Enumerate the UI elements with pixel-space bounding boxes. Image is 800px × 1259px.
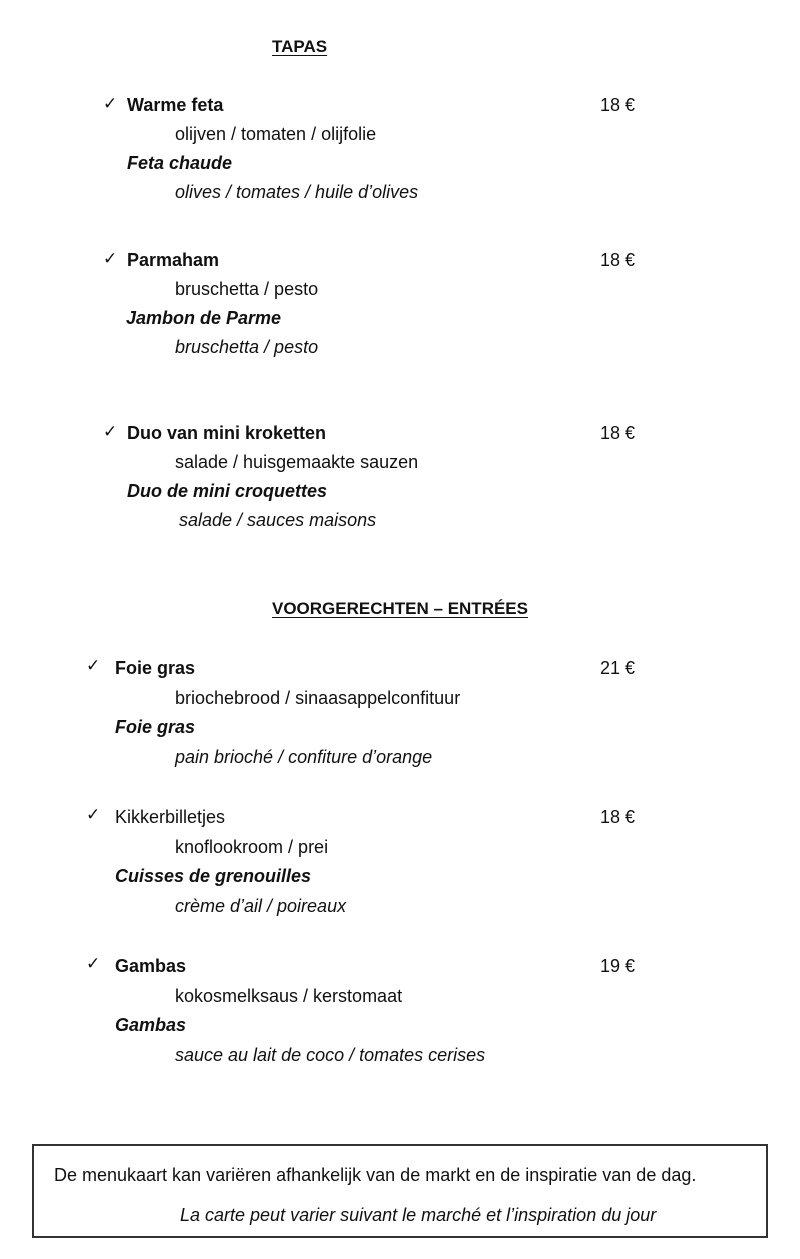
dish-price: 18 € (600, 95, 636, 115)
dish-price: 19 € (600, 956, 636, 976)
dish-description: briochebrood / sinaasappelconfituur (175, 688, 461, 708)
dish-name: Kikkerbilletjes (115, 807, 226, 827)
footer-note-fr: La carte peut varier suivant le marché et l’inspiration du jour (180, 1205, 657, 1225)
dish-name: Warme feta (127, 95, 224, 115)
dish-description-fr: bruschetta / pesto (175, 337, 319, 357)
dish-description: knoflookroom / prei (175, 837, 329, 857)
check-icon: ✓ (86, 656, 101, 675)
check-icon: ✓ (103, 249, 118, 268)
dish-description: kokosmelksaus / kerstomaat (175, 986, 403, 1006)
footer-note-nl: De menukaart kan variëren afhankelijk van de markt en de inspiratie van de dag. (54, 1165, 697, 1185)
dish-name-fr: Gambas (115, 1015, 187, 1035)
dish-name: Gambas (115, 956, 187, 976)
dish-name-fr: Foie gras (115, 717, 196, 737)
check-icon: ✓ (103, 94, 118, 113)
dish-name: Foie gras (115, 658, 196, 678)
dish-price: 18 € (600, 807, 636, 827)
dish-description-fr: pain brioché / confiture d’orange (175, 747, 433, 767)
dish-name-fr: Feta chaude (127, 153, 233, 173)
check-icon: ✓ (86, 805, 101, 824)
dish-price: 18 € (600, 250, 636, 270)
dish-description: olijven / tomaten / olijfolie (175, 124, 377, 144)
dish-name: Parmaham (127, 250, 220, 270)
section-title-voorgerechten: VOORGERECHTEN – ENTRÉES (272, 599, 528, 618)
dish-price: 21 € (600, 658, 636, 678)
dish-description: salade / huisgemaakte sauzen (175, 452, 419, 472)
dish-description-fr: crème d’ail / poireaux (175, 896, 347, 916)
dish-description-fr: sauce au lait de coco / tomates cerises (175, 1045, 486, 1065)
dish-price: 18 € (600, 423, 636, 443)
dish-description-fr: olives / tomates / huile d’olives (175, 182, 419, 202)
dish-name-fr: Duo de mini croquettes (127, 481, 328, 501)
check-icon: ✓ (86, 954, 101, 973)
dish-name-fr: Cuisses de grenouilles (115, 866, 312, 886)
dish-description-fr: salade / sauces maisons (179, 510, 377, 530)
dish-description: bruschetta / pesto (175, 279, 319, 299)
section-title-tapas: TAPAS (272, 37, 328, 56)
check-icon: ✓ (103, 422, 118, 441)
dish-name: Duo van mini kroketten (127, 423, 327, 443)
dish-name-fr: Jambon de Parme (126, 308, 282, 328)
